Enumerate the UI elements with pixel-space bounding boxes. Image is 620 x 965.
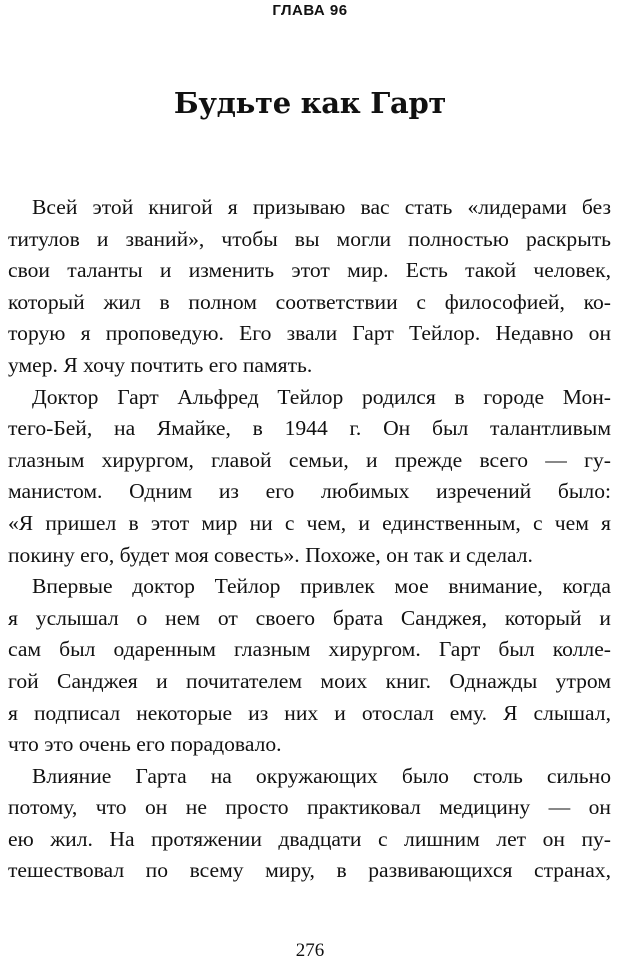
text-line: ею жил. На протяжении двадцати с лишним лет он пу- [8,826,611,851]
text-line: потому, что он не просто практиковал медицину — он [8,795,611,820]
page-number: 276 [295,940,325,961]
text-line: что это очень его порадовало. [8,732,282,757]
body-text [8,192,611,887]
text-line: умер. Я хочу почтить его память. [8,352,313,377]
text-line: Впервые доктор Тейлор привлек мое внимание, когда [32,574,611,599]
paragraph [8,382,611,572]
text-line: титулов и званий», чтобы вы могли полностью раскрыть [8,226,611,251]
text-line: я услышал о нем от своего брата Санджея, который и [8,605,611,630]
text-line: Влияние Гарта на окружающих было столь сильно [32,763,611,788]
paragraph [8,571,611,761]
chapter-title: Будьте как Гарт [173,86,447,120]
text-line: который жил в полном соответствии с философией, ко- [8,289,611,314]
text-line: «Я пришел в этот мир ни с чем, и единственным, с чем я [8,510,611,535]
text-line: глазным хирургом, главой семьи, и прежде всего — гу- [8,447,611,472]
paragraph [8,192,611,382]
text-line: тего-Бей, на Ямайке, в 1944 г. Он был талантливым [8,416,611,441]
paragraph [8,761,611,887]
text-line: тешествовал по всему миру, в развивающихся странах, [8,858,611,883]
text-line: Доктор Гарт Альфред Тейлор родился в городе Мон- [32,384,611,409]
text-line: свои таланты и изменить этот мир. Есть такой человек, [8,258,611,283]
chapter-label: ГЛАВА 96 [272,2,348,19]
text-line: торую я проповедую. Его звали Гарт Тейлор. Недавно он [8,321,611,346]
text-line: Всей этой книгой я призываю вас стать «лидерами без [32,195,611,219]
text-line: гой Санджея и почитателем моих книг. Однажды утром [8,668,611,693]
text-line: я подписал некоторые из них и отослал ему. Я слышал, [8,700,611,725]
text-line: сам был одаренным глазным хирургом. Гарт был колле- [8,637,611,662]
text-line: манистом. Одним из его любимых изречений было: [8,479,611,504]
text-line: покину его, будет моя совесть». Похоже, он так и сделал. [8,542,533,567]
